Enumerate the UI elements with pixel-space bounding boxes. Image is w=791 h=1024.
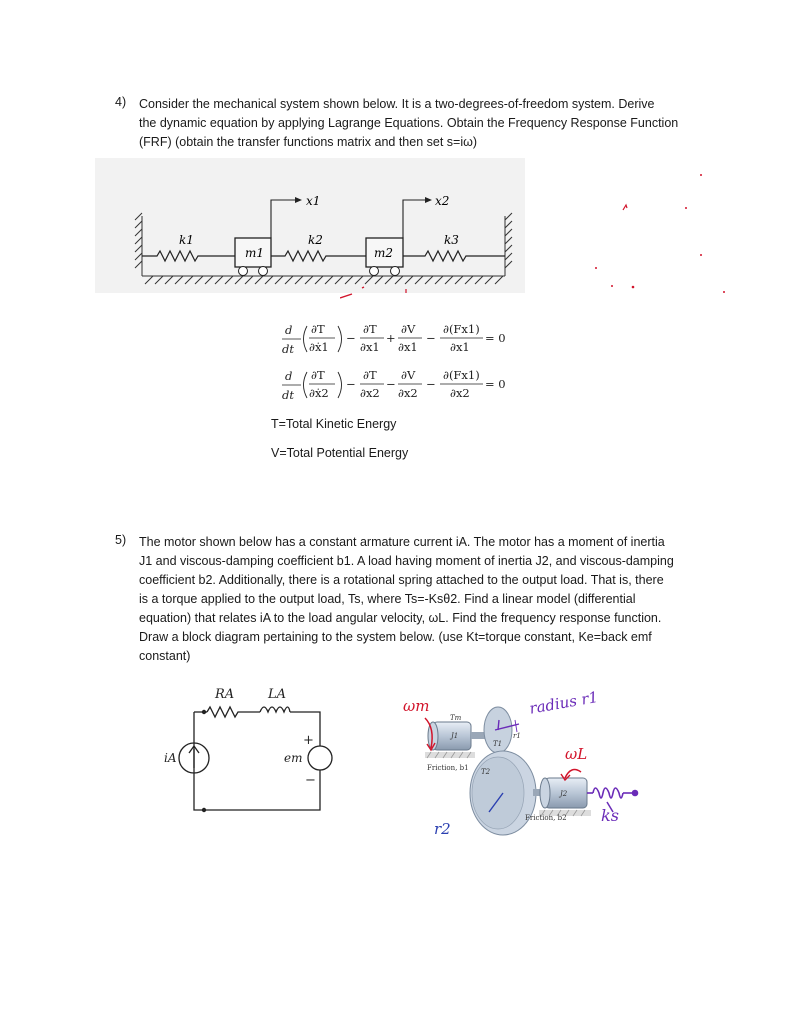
label-J2: J2 [560,790,568,798]
label-Tm: Tm [450,714,462,722]
label-plus: + [303,733,314,748]
label-J1: J1 [451,732,459,740]
wheel [259,267,268,276]
problem-4-line-2: the dynamic equation by applying Lagrange Equations. Obtain the Frequency Response Function [139,116,679,130]
x2-label: x2 [435,194,450,208]
eq2-dV: ∂V [401,368,416,382]
wheel [239,267,248,276]
problem-4-number: 4) [115,95,127,109]
label-r1: r1 [513,732,521,740]
eq2-d: d [285,369,293,383]
eq2-zero: = 0 [485,377,506,391]
back-emf-source [308,746,332,770]
eq2-dx2c: ∂x2 [450,386,470,400]
eq2-dFx1: ∂(Fx1) [443,368,480,382]
handwritten-ks: ks [601,806,619,825]
eq1-dx1b: ∂x1 [398,340,418,354]
eq1-dT2: ∂T [363,322,377,336]
rotational-spring [587,788,638,798]
handwritten-r2: r2 [434,820,451,838]
eq1-dx1dot: ∂ẋ1 [309,340,329,354]
eq1-dT: ∂T [311,322,325,336]
m1-label: m1 [245,246,265,260]
eq1-zero: = 0 [485,331,506,345]
label-em: em [284,751,303,765]
k3-label: k3 [444,233,459,247]
eq1-dV: ∂V [401,322,416,336]
handwritten-wL: ωL [565,745,588,763]
svg-text:−: − [346,377,356,391]
eq2-dt: dt [282,388,294,402]
svg-text:+: + [386,331,396,345]
eq1-dx1c: ∂x1 [450,340,470,354]
label-friction-1: Friction, b1 [427,764,469,772]
problem-5-line-2: J1 and viscous-damping coefficient b1. A load having moment of inertia J2, and viscous-damping [139,554,674,568]
label-friction-2: Friction, b2 [525,814,567,822]
problem-4-line-3: (FRF) (obtain the transfer functions matrix and then set s=iω) [139,135,478,149]
eq1-dFx1: ∂(Fx1) [443,322,480,336]
problem-5-text [139,533,674,666]
problem-4-line-1: Consider the mechanical system shown below. It is a two-degrees-of-freedom system. Derive [139,97,655,111]
inductor-LA [260,707,290,712]
handwritten-radius: radius r1 [528,687,600,718]
svg-text:−: − [346,331,356,345]
handwritten-wm: ωm [403,697,430,715]
eq1-dt: dt [282,342,294,356]
m2-label: m2 [374,246,394,260]
red-marks [340,170,730,300]
svg-text:−: − [426,331,436,345]
label-T2: T2 [481,768,491,776]
label-iA: iA [164,751,177,765]
label-RA: RA [215,687,235,702]
label-T1: T1 [493,740,503,748]
eq2-dT2: ∂T [363,368,377,382]
radius-line [498,720,499,730]
eq2-dx2b: ∂x2 [398,386,418,400]
problem-5-line-7: constant) [139,649,191,663]
problem-5-line-4: is a torque applied to the output load, Ts, where Ts=-Ksθ2. Find a linear model (differential [139,592,636,606]
eq1-dx1: ∂x1 [360,340,380,354]
eq2-dT: ∂T [311,368,325,382]
problem-5-number: 5) [115,533,127,547]
label-LA: LA [268,687,287,702]
problem-5-line-6: Draw a block diagram pertaining to the system below. (use Kt=torque constant, Ke=back emf [139,630,652,644]
problem-5-line-3: coefficient b2. Additionally, there is a rotational spring attached to the output load. That is, there [139,573,664,587]
definition-T: T=Total Kinetic Energy [271,417,397,431]
problem-4-text [139,95,678,152]
k1-label: k1 [179,233,194,247]
problem-5-line-5: equation) that relates iA to the load angular velocity, ωL. Find the frequency response function. [139,611,662,625]
definition-V: V=Total Potential Energy [271,446,409,460]
problem-5-line-1: The motor shown below has a constant armature current iA. The motor has a moment of inertia [139,535,665,549]
eq1-d: d [285,323,293,337]
svg-text:−: − [386,377,396,391]
resistor-RA [207,707,260,717]
x1-label: x1 [306,194,321,208]
svg-text:−: − [426,377,436,391]
k2-label: k2 [308,233,323,247]
lagrange-equations [280,318,515,413]
label-minus: − [305,773,316,788]
eq2-dx2: ∂x2 [360,386,380,400]
armature-circuit [160,680,350,825]
eq2-dx2dot: ∂ẋ2 [309,386,329,400]
